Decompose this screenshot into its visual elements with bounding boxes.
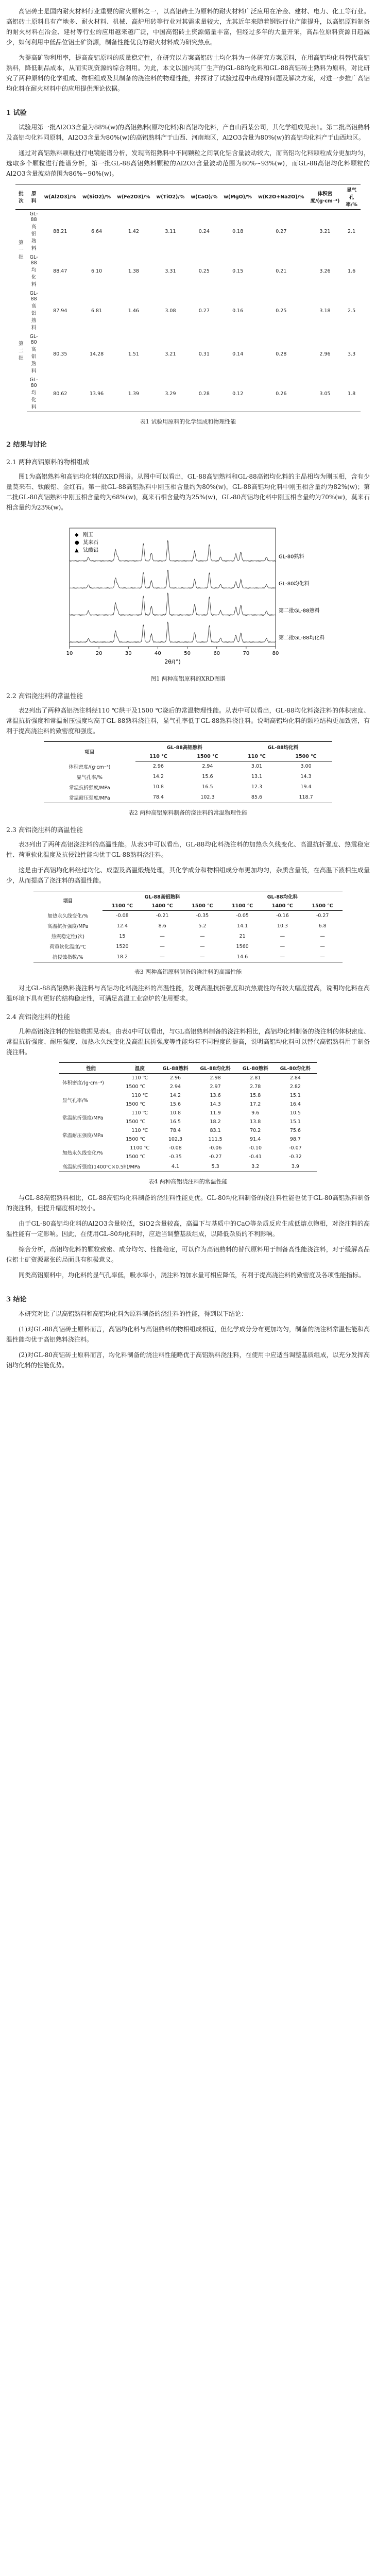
table-cell: 5.2	[198, 923, 207, 929]
table-cell: 0.24	[198, 228, 210, 234]
plot-frame	[70, 528, 276, 647]
xrd-trace	[70, 593, 276, 615]
table-header: 1400 ℃	[263, 902, 303, 911]
table-cell: 1560	[236, 943, 249, 950]
table-cell: 热震稳定性(次)	[51, 934, 84, 940]
x-tick-label: 20	[95, 651, 102, 656]
subsection-heading: 2.3 高铝浇注料的高温性能	[6, 825, 83, 834]
table-cell: 抗侵蚀指数/%	[33, 952, 102, 962]
table-cell: 10.5	[289, 1110, 301, 1116]
table-cell: 3.21	[319, 228, 331, 234]
table-cell: 110 ℃	[131, 1075, 148, 1081]
table-cell: -0.07	[289, 1145, 302, 1151]
table-caption: 表1 试验用原料的化学组成和物理性能	[140, 418, 236, 425]
table-caption: 表2 两种高铝原料制备的浇注料的常温物理性能	[128, 809, 248, 816]
table-row	[15, 210, 361, 253]
table-cell: -0.05	[236, 912, 249, 919]
table-header: w(MgO)/%	[220, 184, 255, 210]
table-cell: 0.18	[232, 228, 244, 234]
table-cell: 0.14	[232, 351, 244, 357]
table-row	[33, 931, 343, 941]
table-cell: 1.6	[348, 268, 356, 274]
table-cell: 91.4	[250, 1137, 261, 1142]
table-cell: 14.6	[223, 952, 263, 962]
table-row	[59, 1091, 317, 1100]
paragraph: 为提高矿物利用率，提高高铝原料的质量稳定性，在研究以方案高铝砖土均化料为一体研究方案原料，在用高铝均化料替代高铝熟料，降低制品成本，从而实现资源的综合利用。为此，本文以国内某厂生产的GL-88均化料和GL-88高铝砖土熟料为原料，对比研究了两种原料的化学组成、物相组成及其制备的浇注料的物理性能，并探讨了试验过程中出现的问题及解决方案，对进一步推广高铝均化料在耐火材料中的应用提供理论依据。	[6, 54, 370, 92]
table-row	[15, 332, 361, 376]
table-row	[33, 952, 343, 962]
table-header: 1500 ℃	[302, 902, 343, 911]
subsection-heading: 2.1 两种高铝原料的物相组成	[6, 458, 90, 466]
table-cell: 87.94	[53, 308, 67, 314]
legend-marker: ▲	[75, 548, 79, 553]
table-header: 1500 ℃	[181, 752, 234, 761]
table-cell: 6.8	[318, 923, 327, 929]
paragraph: 由于GL-80高铝均化料的Al2O3含量较低，SiO2含量较高，高温下与基质中的CaO等杂质反应生成低熔点物相，对浇注料的高温性能有一定影响。因此，在使用GL-80均化料时，应适当调整基质组成，以降低杂质的不利影响。	[6, 1220, 370, 1238]
table-cell: 3.05	[307, 376, 343, 412]
table-cell: 荷重软化温度/℃	[49, 944, 87, 950]
table-caption: 表3 两种高铝原料制备的浇注料的高温性能	[134, 969, 242, 975]
table-cell: 第二批	[19, 341, 24, 362]
table-cell: 0.25	[198, 268, 210, 274]
table-cell: -0.06	[209, 1145, 222, 1151]
series-label: GL-80熟料	[279, 554, 304, 560]
table-cell: 15.1	[289, 1093, 301, 1098]
x-tick-label: 80	[272, 651, 279, 656]
table-cell: 14.3	[210, 1101, 221, 1107]
figure-caption: 图1 两种高铝原料的XRD图谱	[150, 675, 226, 682]
table-cell: 14.28	[89, 351, 104, 357]
table-cell: 1100 ℃	[130, 1145, 150, 1151]
table-cell: 0.31	[198, 351, 210, 357]
table-cell: 102.3	[168, 1137, 183, 1142]
table-cell: 0.21	[276, 268, 287, 274]
table-header: 原料	[27, 184, 41, 210]
table-header: GL-88均化料	[234, 742, 332, 753]
table-cell: 11.9	[210, 1110, 221, 1116]
table-cell: 2.96	[169, 1075, 181, 1081]
chart-traces	[70, 540, 276, 642]
section-heading: 2 结果与讨论	[6, 441, 47, 449]
legend-label: 刚玉	[83, 532, 93, 538]
xrd-trace	[70, 622, 276, 643]
table-header: GL-88均化料	[223, 891, 343, 902]
series-label: 第二批GL-88熟料	[279, 608, 320, 614]
table-cell: 2.81	[250, 1075, 261, 1081]
table-cell: 2.97	[210, 1084, 221, 1090]
table-cell: 85.6	[234, 792, 280, 803]
table-cell: 13.6	[210, 1093, 221, 1098]
table-cell: 6.81	[91, 308, 102, 314]
table-cell: 2.82	[289, 1084, 301, 1090]
table-header: w(Al2O3)/%	[41, 184, 79, 210]
table-cell: 1500 ℃	[126, 1154, 146, 1160]
table-cell: 80.62	[41, 376, 79, 412]
subsection-heading: 2.2 高铝浇注料的常温性能	[6, 692, 83, 700]
table-cell: -0.35	[196, 912, 209, 919]
table-cell: 1500 ℃	[126, 1084, 146, 1090]
table-cell: 2.84	[289, 1075, 301, 1081]
table-cell: —	[160, 933, 165, 939]
table-4	[59, 1062, 317, 1172]
table-row	[33, 921, 343, 931]
paragraph: (1)对GL-88高铝砖土原料而言，高铝均化料与高铝熟料的物相组成相近，但化学成分分布更加均匀，制备的浇注料常温性能和高温性能均优于高铝熟料浇注料。	[6, 1326, 370, 1343]
paragraph: 图1为高铝熟料和高铝均化料的XRD图谱。从图中可以看出，GL-88高铝熟料和GL-88高铝均化料的主晶相均为刚玉相，含有少量莫来石、钛酸铝、金红石。第一批GL-88高铝熟料中刚玉相含量约为80%(w)，GL-88高铝均化料中刚玉相含量约为82%(w)；第二批GL-80高铝熟料中刚玉相含量约为68%(w)，莫来石相含量约为25%(w)，GL-80高铝均化料中刚玉相含量约为70%(w)，莫来石相含量约为23%(w)。	[6, 473, 370, 511]
paragraph: 同类高铝原料中，均化料的显气孔率低，吸水率小，浇注料的加水量可相应降低，有利于提高浇注料的致密度及各项性能指标。	[19, 1272, 365, 1279]
table-cell: —	[200, 933, 205, 939]
table-header: 温度	[123, 1063, 157, 1074]
paragraph: 高铝砖土是国内耐火材料行业重要的耐火原料之一，以高铝砖土为原料的耐火材料广泛应用在冶金、建材、电力、化工等行业。高铝砖土原料具有产地多、耐火材料、机械、高炉用砖等行业对其需求量较大，尤其近年来随着钢铁行业产能提升，以高铝原料制备的耐火材料在冶金、建材等行业的应用越来越广泛，中国高铝砖土资源储量丰富，但经过多年的大量开采，高品位原料资源日趋减少，如何利用中低品位铝土矿资源，制备性能优良的耐火材料成为研究热点。	[6, 8, 370, 46]
table-cell: GL-88均化料	[29, 255, 38, 287]
table-header: GL-88熟料	[157, 1063, 194, 1074]
table-cell: 17.2	[250, 1101, 261, 1107]
table-cell: 10.8	[152, 784, 164, 790]
table-cell: 0.25	[276, 308, 287, 314]
table-cell: 0.27	[198, 308, 210, 314]
table-header: 批次	[15, 184, 27, 210]
table-cell: 111.5	[208, 1137, 223, 1142]
page-end-space	[6, 1376, 370, 1458]
chart-series-labels	[279, 553, 324, 641]
table-cell: 第一批	[19, 240, 24, 260]
table-cell: 12.4	[116, 923, 128, 929]
table-cell: 常温耐压强度/MPa	[44, 792, 135, 803]
table-header: w(SiO2)/%	[79, 184, 114, 210]
table-cell: 3.18	[319, 308, 331, 314]
table-cell: GL-80均化料	[27, 376, 41, 412]
table-cell: 3.00	[300, 764, 312, 770]
table-header: 项目	[44, 742, 135, 761]
table-header: GL-80均化料	[274, 1063, 317, 1074]
table-cell: 2.1	[348, 228, 356, 234]
table-cell: 0.28	[187, 376, 220, 412]
table-cell: 21	[239, 933, 246, 939]
chart-legend	[75, 531, 98, 553]
table-cell: 110 ℃	[131, 1093, 148, 1098]
table-cell: —	[142, 952, 182, 962]
table-cell: 0.12	[220, 376, 255, 412]
x-tick-label: 40	[155, 651, 161, 656]
table-cell: —	[320, 943, 325, 950]
table-cell: 6.64	[91, 228, 102, 234]
paragraph: 表3列出了两种高铝浇注料的高温性能。从表3中可以看出，GL-88均化料浇注料的加热永久线变化、高温抗折强度、热震稳定性、荷重软化温度及抗侵蚀性能均优于GL-88熟料浇注料。	[6, 840, 370, 858]
table-header: 110 ℃	[234, 752, 280, 761]
table-cell: 1520	[116, 943, 129, 950]
paragraph: 几种高铝浇注料的性能数据见表4。由表4中可以看出，与GL高铝熟料制备的浇注料相比，高铝均化料制备的浇注料的体积密度、常温抗折强度、耐压强度、加热永久线变化及高温抗折强度等性能均有不同程度的提高，说明高铝均化料可以替代高铝熟料用于制备浇注料。	[6, 1028, 370, 1056]
table-cell: 2.96	[152, 764, 164, 770]
table-cell: 常温抗折强度/MPa	[69, 785, 110, 791]
table-cell: —	[320, 933, 325, 939]
table-cell: GL-88高铝熟料	[29, 211, 38, 251]
paragraph: (2)对GL-80高铝砖土原料而言，均化料制备的浇注料性能略优于高铝熟料浇注料，在使用中应适当调整基质组成，以充分发挥高铝均化料的性能优势。	[6, 1351, 370, 1369]
section-heading: 3 结论	[6, 1296, 27, 1303]
table-cell: 14.2	[169, 1093, 181, 1098]
x-axis-label: 2θ/(°)	[164, 658, 181, 665]
table-cell: 1.38	[128, 268, 139, 274]
table-cell: -0.35	[169, 1154, 182, 1160]
table-cell: -0.32	[289, 1154, 302, 1160]
table-header: GL-88高铝熟料	[102, 891, 223, 902]
table-header: GL-80熟料	[237, 1063, 274, 1074]
table-cell: 78.4	[169, 1128, 181, 1133]
table-cell: 102.3	[181, 792, 234, 803]
legend-marker: ●	[75, 540, 79, 546]
table-row	[59, 1126, 317, 1135]
table-cell: 78.4	[135, 792, 181, 803]
table-cell: 2.94	[169, 1084, 181, 1090]
table-cell: —	[160, 943, 165, 950]
table-row	[15, 253, 361, 289]
table-cell: 3.31	[165, 268, 176, 274]
xrd-trace	[70, 540, 276, 562]
table-row	[15, 376, 361, 412]
table-header: 110 ℃	[135, 752, 181, 761]
table-cell: 8.6	[158, 923, 166, 929]
table-cell: -0.08	[169, 1145, 182, 1151]
paragraph: 通过对高铝熟料颗粒进行电镜能谱分析，发现高铝熟料中不同颗粒之间氧化铝含量波动较大，而高铝均化料颗粒成分更加均匀，选取多个颗粒进行能谱分析，第一批GL-88高铝熟料颗粒的Al2O3含量波动范围为80%~93%(w)，而GL-88高铝均化料颗粒的Al2O3含量波动范围为86%~90%(w)。	[6, 149, 370, 177]
table-row	[44, 772, 332, 782]
table-cell: 13.96	[79, 376, 114, 412]
table-cell: 16.5	[202, 784, 213, 790]
table-cell: 显气孔率/%	[76, 774, 103, 781]
table-cell: 1.42	[128, 228, 139, 234]
table-cell: -0.21	[156, 912, 169, 919]
legend-label: 钛酸铝	[83, 548, 98, 553]
table-cell: 15	[119, 933, 126, 939]
table-cell: 3.29	[153, 376, 187, 412]
table-cell: 3.2	[237, 1161, 274, 1172]
table-cell: 3.9	[274, 1161, 317, 1172]
table-cell: 19.4	[300, 784, 312, 790]
table-cell: 高温抗折强度/MPa	[47, 924, 89, 929]
paragraph: 本研究对比了以高铝熟料和高铝均化料为原料制备的浇注料的性能，得到以下结论：	[19, 1310, 248, 1317]
table-cell: 0.26	[255, 376, 307, 412]
table-cell: 1.51	[128, 351, 139, 357]
x-tick-label: 30	[125, 651, 132, 656]
table-cell: 10.8	[169, 1110, 181, 1116]
table-header: 1100 ℃	[102, 902, 143, 911]
table-cell: 3.01	[251, 764, 263, 770]
table-header: 1500 ℃	[280, 752, 332, 761]
table-header: w(CaO)/%	[187, 184, 220, 210]
table-header: 性能	[59, 1063, 123, 1074]
table-cell: 高温抗折强度(1400℃×0.5h)/MPa	[59, 1161, 157, 1172]
table-header: 1100 ℃	[223, 902, 263, 911]
table-cell: 70.2	[250, 1128, 261, 1133]
table-cell: 2.94	[202, 764, 213, 770]
table-cell: —	[302, 952, 343, 962]
table-cell: 18.2	[102, 952, 143, 962]
table-row	[33, 910, 343, 921]
table-cell: 98.7	[289, 1137, 301, 1142]
table-cell: GL-80高铝熟料	[29, 334, 38, 374]
subsection-heading: 2.4 高铝浇注料的性能	[6, 1013, 70, 1021]
table-cell: 体积密度/(g·cm⁻³)	[69, 764, 111, 770]
table-cell: 15.6	[202, 774, 213, 779]
table-cell: 80.35	[53, 351, 67, 357]
table-cell: 1500 ℃	[126, 1137, 146, 1142]
paragraph: 与GL-88高铝熟料相比，GL-88高铝均化料制备的浇注料性能更优。GL-80均化料制备的浇注料性能也优于GL-80高铝熟料制备的浇注料，但提升幅度相对较小。	[6, 1194, 370, 1212]
table-cell: 75.6	[289, 1128, 301, 1133]
table-cell: 16.4	[289, 1101, 301, 1107]
legend-label: 莫来石	[83, 540, 98, 546]
x-tick-label: 60	[213, 651, 220, 656]
table-cell: 0.28	[276, 351, 287, 357]
table-cell: 13.8	[250, 1119, 261, 1125]
table-row	[59, 1161, 317, 1172]
table-cell: 加热永久线变化/%	[47, 913, 89, 919]
paragraph: 综合分析，高铝均化料的颗粒致密、成分均匀、性能稳定，可以作为高铝熟料的替代原料用于制备高性能浇注料，对于缓解高品位铝土矿资源紧张的局面具有积极意义。	[6, 1246, 370, 1263]
table-cell: -0.10	[249, 1145, 262, 1151]
table-cell: 体积密度/(g·cm⁻³)	[62, 1080, 104, 1086]
table-cell: 15.8	[250, 1093, 261, 1098]
table-header: w(TiO2)/%	[153, 184, 187, 210]
table-cell: 9.6	[251, 1110, 260, 1116]
figure-1	[49, 518, 327, 669]
table-row	[44, 792, 332, 803]
table-cell: 1.46	[128, 308, 139, 314]
table-cell: 18.2	[210, 1119, 221, 1125]
paragraph: 表2列出了两种高铝浇注料经110 ℃烘干及1500 ℃烧后的常温物理性能。从表中可以看出，GL-88均化料浇注料的体积密度、常温抗折强度和常温耐压强度均高于GL-88熟料浇注料，显气孔率低于GL-88熟料浇注料。说明高铝均化料的颗粒结构更加致密，有利于提高浇注料的致密度和强度。	[6, 707, 370, 735]
x-tick-label: 50	[184, 651, 191, 656]
paragraph: 这是由于高铝均化料经过均化、成型及高温煅烧处理，其化学成分和物相组成分布更加均匀，杂质含量低，在高温下液相生成量少，从而提高了浇注料的高温性能。	[6, 866, 370, 884]
table-cell: 10.3	[277, 923, 288, 929]
table-cell: 14.2	[152, 774, 164, 779]
table-cell: 显气孔率/%	[62, 1098, 89, 1104]
table-cell: 14.1	[237, 923, 248, 929]
table-cell: 1.8	[343, 376, 360, 412]
table-cell: 0.27	[276, 228, 287, 234]
table-row	[44, 761, 332, 772]
table-cell: 13.1	[251, 774, 263, 779]
table-cell: 15.6	[169, 1101, 181, 1107]
table-cell: 4.1	[157, 1161, 194, 1172]
table-row	[59, 1144, 317, 1153]
paragraph: 试验用第一批Al2O3含量为88%(w)的高铝熟料(原均化料)和高铝均化料，产自山西某公司，其化学组成见表1。第二批高铝熟料及高铝均化料同原料，Al2O3含量为80%(w)的高铝熟料产于山西、河南地区，Al2O3含量为80%(w)的高铝均化料产于山西地区。	[6, 124, 370, 141]
table-cell: -0.16	[276, 912, 289, 919]
table-cell: -0.27	[316, 912, 329, 919]
table-header: 1500 ℃	[182, 902, 223, 911]
table-header: GL-88均化料	[194, 1063, 237, 1074]
table-cell: 15.1	[289, 1119, 301, 1125]
table-header: w(K2O+Na2O)/%	[255, 184, 307, 210]
table-cell: 16.5	[169, 1119, 181, 1125]
table-header: 体积密度/(g·cm⁻³)	[307, 184, 343, 210]
table-cell: 2.78	[250, 1084, 261, 1090]
series-label: GL-80均化料	[279, 581, 310, 587]
table-cell: 1.39	[114, 376, 153, 412]
x-tick-label: 70	[243, 651, 250, 656]
table-cell: 2.98	[210, 1075, 221, 1081]
table-cell: 2.96	[319, 351, 331, 357]
table-header: 1400 ℃	[142, 902, 182, 911]
table-cell: 3.08	[165, 308, 176, 314]
table-row	[15, 289, 361, 332]
table-cell: —	[263, 952, 303, 962]
table-row	[44, 782, 332, 792]
table-row	[59, 1109, 317, 1117]
series-label: 第二批GL-88均化料	[279, 635, 325, 641]
table-cell: —	[200, 943, 205, 950]
table-cell: 1500 ℃	[126, 1101, 146, 1107]
intro-section	[6, 6, 370, 94]
table-cell: 118.7	[280, 792, 332, 803]
table-cell: 3.26	[319, 268, 331, 274]
table-cell: 110 ℃	[131, 1128, 148, 1133]
table-cell: —	[280, 943, 285, 950]
section-heading: 1 试验	[6, 109, 27, 117]
table-cell: 3.21	[165, 351, 176, 357]
table-cell: 110 ℃	[131, 1110, 148, 1116]
table-cell: 3.11	[165, 228, 176, 234]
xrd-trace	[70, 570, 276, 588]
table-cell: 3.3	[348, 351, 356, 357]
xrd-chart	[49, 518, 327, 667]
table-header: GL-88高铝熟料	[135, 742, 234, 753]
table-1	[15, 184, 361, 412]
table-cell: 6.10	[91, 268, 102, 274]
table-cell: GL-88高铝熟料	[29, 291, 38, 331]
paragraph: 对比GL-88高铝熟料浇注料与高铝均化料浇注料的高温性能，发现高温抗折强度和抗热震性均有较大幅度提高，说明均化料在高温环境下具有更好的结构稳定性，可满足高温工业窑炉的使用要求。	[6, 985, 370, 1002]
table-header: w(Fe2O3)/%	[114, 184, 153, 210]
table-cell: 0.15	[232, 268, 244, 274]
table-cell: 5.3	[194, 1161, 237, 1172]
table-cell: 12.3	[251, 784, 263, 790]
table-cell: 83.1	[210, 1128, 221, 1133]
table-cell: -0.41	[249, 1154, 262, 1160]
table-row	[59, 1074, 317, 1083]
table-cell: -0.27	[209, 1154, 222, 1160]
table-header: 项目	[33, 891, 102, 910]
table-cell: 0.16	[232, 308, 244, 314]
table-3	[33, 891, 343, 963]
table-cell: 1500 ℃	[126, 1119, 146, 1125]
table-cell: 2.5	[348, 308, 356, 314]
table-caption: 表4 两种高铝浇注料的常温性能	[148, 1178, 228, 1185]
table-cell: -0.08	[116, 912, 129, 919]
table-2	[44, 741, 332, 803]
table-row	[33, 941, 343, 952]
legend-marker: ◆	[75, 532, 79, 538]
table-cell: 加热永久线变化/%	[62, 1150, 103, 1156]
table-cell: 常温耐压强度/MPa	[62, 1133, 104, 1139]
table-cell: 88.21	[53, 228, 67, 234]
table-cell: 常温抗折强度/MPa	[62, 1115, 104, 1121]
table-cell: —	[182, 952, 223, 962]
table-cell: 14.3	[300, 774, 312, 779]
table-cell: 88.47	[53, 268, 67, 274]
table-header: 显气孔率/%	[343, 184, 360, 210]
x-tick-label: 10	[66, 651, 73, 656]
table-cell: —	[280, 933, 285, 939]
